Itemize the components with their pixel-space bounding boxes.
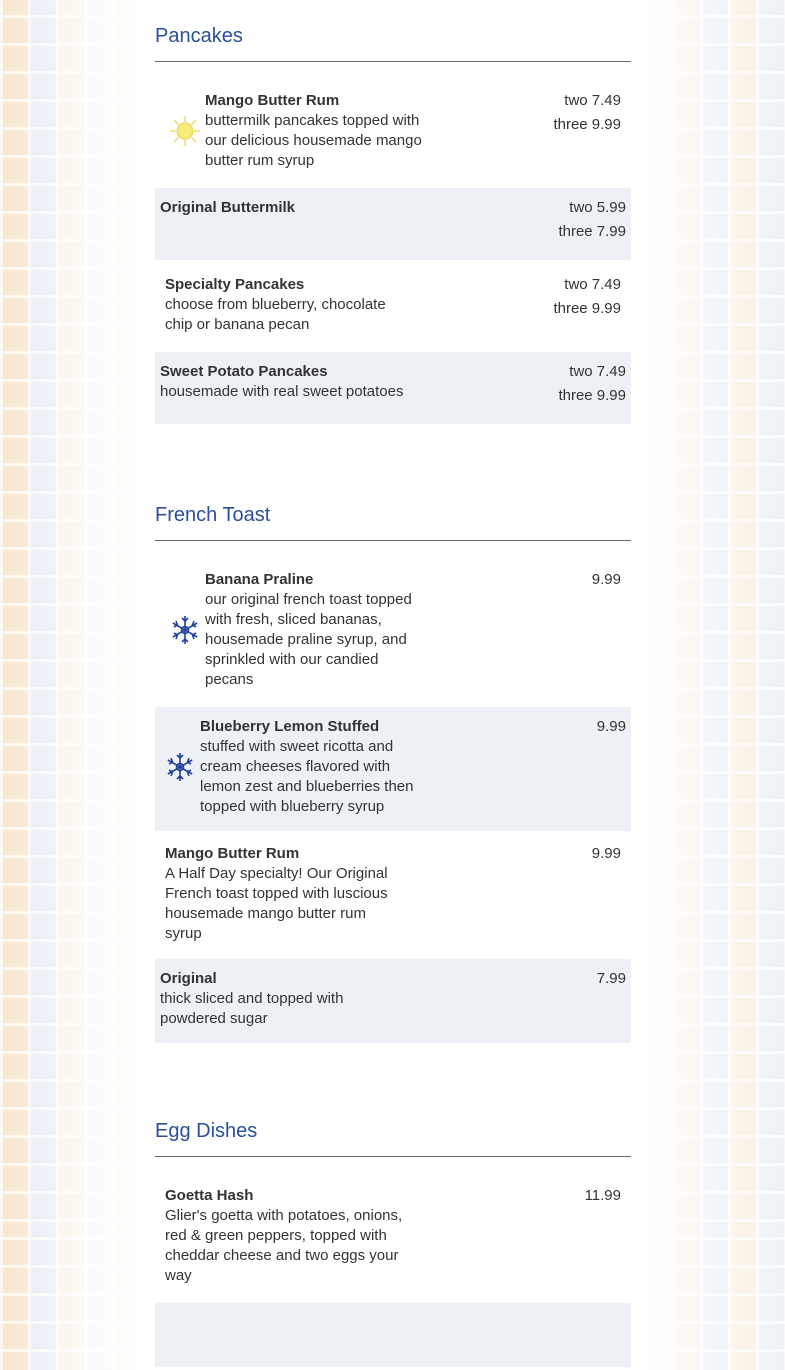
menu-item bbox=[155, 263, 631, 349]
menu-item bbox=[155, 707, 631, 831]
item-name: Sweet Potato Pancakes bbox=[160, 363, 328, 380]
price-two: two 7.49 bbox=[564, 276, 621, 293]
menu-item bbox=[155, 81, 631, 185]
section-title: French Toast bbox=[155, 479, 631, 541]
menu-item bbox=[155, 1176, 631, 1300]
item-prices bbox=[385, 196, 626, 246]
price-three: three 9.99 bbox=[558, 387, 626, 404]
item-name: Blueberry Lemon Stuffed bbox=[200, 718, 380, 735]
snowflake-icon bbox=[160, 717, 200, 817]
section-egg-dishes bbox=[155, 1095, 631, 1367]
menu-items bbox=[155, 62, 631, 424]
item-description: stuffed with sweet ricotta and cream cheeses flavored with lemon zest and blueberries then topped with blueberry syrup bbox=[200, 738, 414, 815]
item-description: A Half Day specialty! Our Original French toast topped with luscious housemade mango butter rum syrup bbox=[165, 865, 388, 942]
price: 9.99 bbox=[591, 571, 621, 588]
menu-content bbox=[155, 0, 631, 1370]
price: 9.99 bbox=[591, 845, 621, 862]
price-two: two 7.49 bbox=[564, 92, 621, 109]
price: 9.99 bbox=[596, 718, 626, 735]
item-price bbox=[390, 842, 621, 944]
section-french-toast bbox=[155, 479, 631, 1043]
menu-item bbox=[155, 560, 631, 704]
item-description: buttermilk pancakes topped with our delicious housemade mango butter rum syrup bbox=[205, 112, 422, 169]
item-name: Specialty Pancakes bbox=[165, 276, 305, 293]
item-price bbox=[410, 1184, 621, 1286]
price-three: three 9.99 bbox=[553, 300, 621, 317]
item-description: housemade with real sweet potatoes bbox=[160, 383, 404, 400]
item-description: thick sliced and topped with powdered sugar bbox=[160, 990, 344, 1027]
price-two: two 7.49 bbox=[569, 363, 626, 380]
price-two: two 5.99 bbox=[569, 199, 626, 216]
item-prices bbox=[427, 89, 621, 171]
item-price bbox=[420, 715, 626, 817]
item-name: Goetta Hash bbox=[165, 1187, 254, 1204]
item-name: Mango Butter Rum bbox=[165, 845, 300, 862]
menu-items bbox=[155, 1157, 631, 1367]
section-title: Egg Dishes bbox=[155, 1095, 631, 1157]
item-name: Original Buttermilk bbox=[160, 199, 296, 216]
menu-item bbox=[155, 352, 631, 424]
item-prices bbox=[420, 360, 626, 410]
menu-item bbox=[155, 959, 631, 1043]
item-name: Mango Butter Rum bbox=[205, 92, 340, 109]
snowflake-icon bbox=[165, 570, 205, 690]
menu-items bbox=[155, 541, 631, 1043]
price: 7.99 bbox=[596, 970, 626, 987]
sun-icon bbox=[165, 91, 205, 171]
item-name: Original bbox=[160, 970, 217, 987]
item-price bbox=[360, 967, 626, 1029]
menu-item bbox=[155, 1303, 631, 1367]
menu-item bbox=[155, 188, 631, 260]
item-price bbox=[417, 568, 621, 690]
section-pancakes bbox=[155, 0, 631, 424]
item-description: choose from blueberry, chocolate chip or banana pecan bbox=[165, 296, 386, 333]
section-title: Pancakes bbox=[155, 0, 631, 62]
item-prices bbox=[390, 273, 621, 335]
price-three: three 9.99 bbox=[553, 116, 621, 133]
item-description: our original french toast topped with fresh, sliced bananas, housemade praline syrup, and sprinkled with our candied pecans bbox=[205, 591, 412, 688]
menu-item bbox=[155, 834, 631, 956]
price-three: three 7.99 bbox=[558, 223, 626, 240]
item-name: Banana Praline bbox=[205, 571, 314, 588]
price: 11.99 bbox=[584, 1187, 621, 1204]
item-description: Glier's goetta with potatoes, onions, red & green peppers, topped with cheddar cheese and two eggs your way bbox=[165, 1207, 403, 1284]
